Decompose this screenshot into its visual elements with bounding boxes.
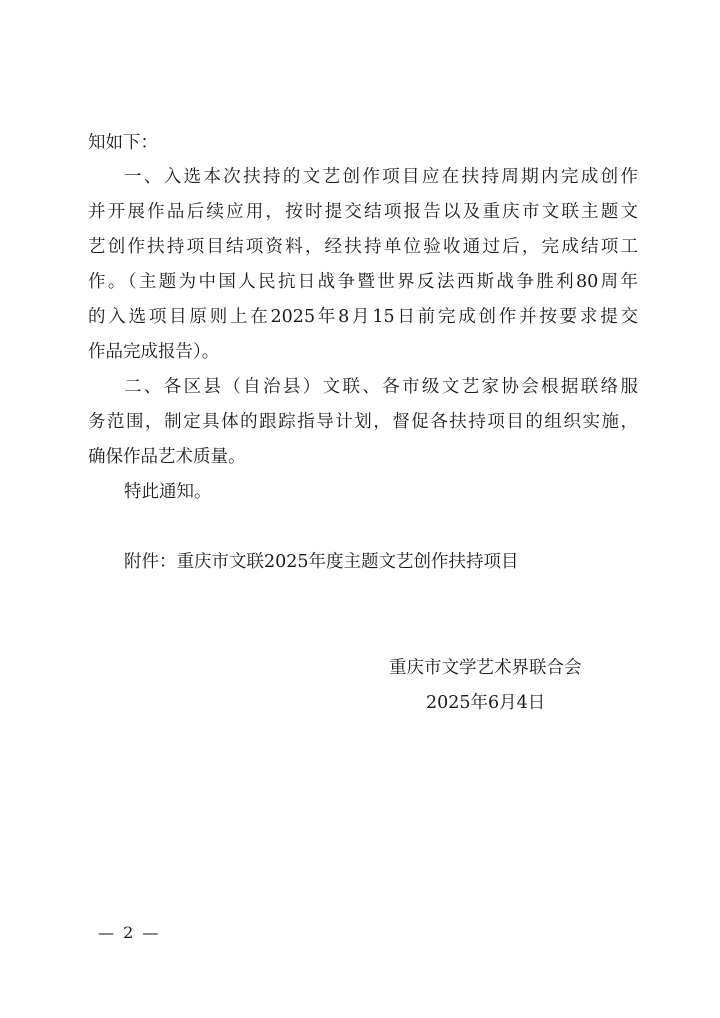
body-line: 艺创作扶持项目结项资料，经扶持单位验收通过后，完成结项工 xyxy=(88,237,638,257)
body-line: 确保作品艺术质量。 xyxy=(88,447,246,467)
body-line: 作品完成报告）。 xyxy=(88,342,220,362)
signature-date: 2025年6月4日 xyxy=(426,693,546,713)
body-line: 作。（主题为中国人民抗日战争暨世界反法西斯战争胜利80周年 xyxy=(88,272,638,292)
body-line: 的入选项目原则上在2025年8月15日前完成创作并按要求提交 xyxy=(88,307,638,327)
body-line: 并开展作品后续应用，按时提交结项报告以及重庆市文联主题文 xyxy=(88,202,638,222)
body-line: 务范围，制定具体的跟踪指导计划，督促各扶持项目的组织实施， xyxy=(88,412,638,432)
body-line-item1: 一、入选本次扶持的文艺创作项目应在扶持周期内完成创作 xyxy=(124,167,638,187)
closing-line: 特此通知。 xyxy=(124,482,212,502)
body-line-item2: 二、各区县（自治县）文联、各市级文艺家协会根据联络服 xyxy=(124,377,638,397)
attachment-line: 附件：重庆市文联2025年度主题文艺创作扶持项目 xyxy=(124,552,519,572)
body-line-intro: 知如下： xyxy=(88,133,158,153)
page-number: — 2 — xyxy=(98,923,161,942)
signature-organization: 重庆市文学艺术界联合会 xyxy=(389,658,582,678)
